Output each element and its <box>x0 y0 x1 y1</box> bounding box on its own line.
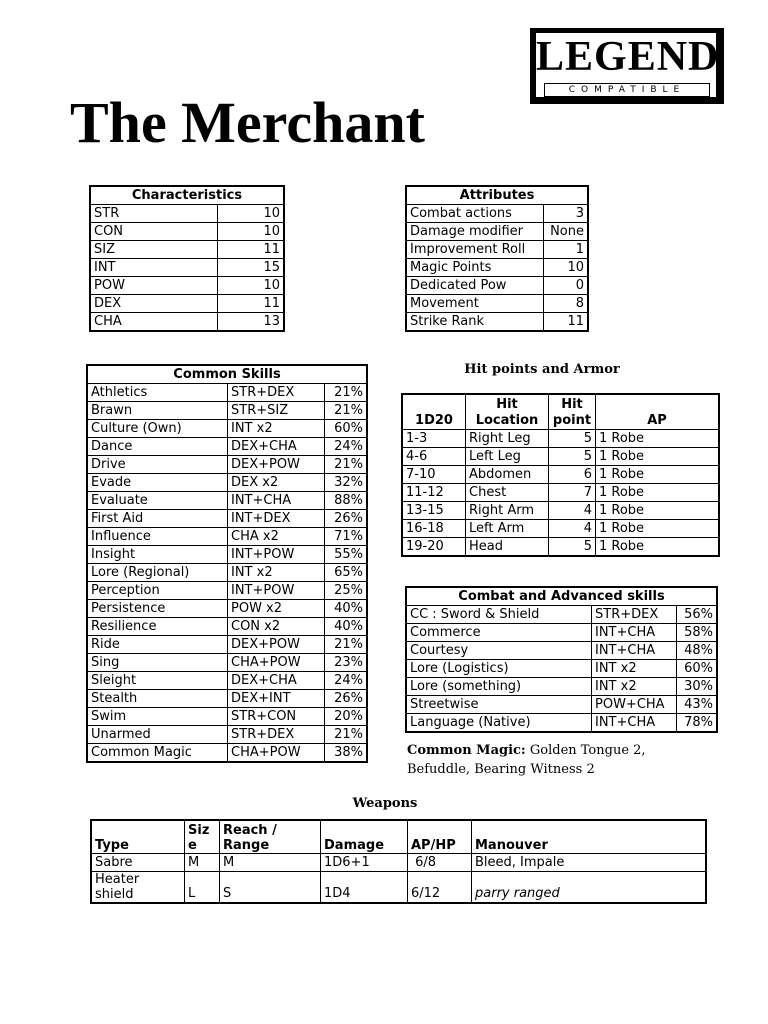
hp-armor: 1 Robe <box>596 502 720 520</box>
skill-formula: INT+CHA <box>228 492 325 510</box>
characteristic-name: STR <box>90 205 218 223</box>
attribute-name: Damage modifier <box>406 223 544 241</box>
skill-value: 20% <box>325 708 368 726</box>
combat-skill-name: Streetwise <box>406 696 592 714</box>
table-row <box>90 277 284 295</box>
skill-value: 40% <box>325 600 368 618</box>
table-row <box>87 474 367 492</box>
skill-name: Persistence <box>87 600 228 618</box>
skill-formula: INT+POW <box>228 546 325 564</box>
weapons-caption: Weapons <box>352 796 418 811</box>
skill-formula: DEX+CHA <box>228 438 325 456</box>
characteristic-name: INT <box>90 259 218 277</box>
skill-name: Perception <box>87 582 228 600</box>
table-row <box>402 430 719 448</box>
combat-skill-name: Lore (Logistics) <box>406 660 592 678</box>
characteristic-name: CON <box>90 223 218 241</box>
combat-skill-value: 43% <box>677 696 718 714</box>
table-row <box>406 624 717 642</box>
logo-subtitle: COMPATIBLE <box>544 83 710 97</box>
weapon-ap-hp: 6/8 <box>408 854 472 872</box>
skill-name: Common Magic <box>87 744 228 763</box>
skill-value: 38% <box>325 744 368 763</box>
weapons-table <box>90 819 707 904</box>
combat-skill-name: Language (Native) <box>406 714 592 733</box>
weapons-col-ap-hp: AP/HP <box>408 820 472 854</box>
table-row <box>90 313 284 332</box>
table-row <box>87 564 367 582</box>
common-skills-header: Common Skills <box>87 365 367 384</box>
combat-skill-formula: STR+DEX <box>592 606 677 624</box>
weapon-type: Sabre <box>91 854 185 872</box>
table-row <box>90 223 284 241</box>
hp-points: 5 <box>549 448 596 466</box>
hp-roll: 4-6 <box>402 448 466 466</box>
table-row <box>402 502 719 520</box>
skill-formula: STR+SIZ <box>228 402 325 420</box>
skill-value: 71% <box>325 528 368 546</box>
hit-points-caption: Hit points and Armor <box>464 362 620 377</box>
weapon-reach: S <box>220 872 321 904</box>
attribute-value: 1 <box>544 241 589 259</box>
hp-roll: 1-3 <box>402 430 466 448</box>
characteristic-value: 10 <box>218 277 285 295</box>
legend-compatible-logo <box>530 28 724 104</box>
weapon-damage: 1D4 <box>321 872 408 904</box>
table-row <box>406 295 588 313</box>
skill-formula: POW x2 <box>228 600 325 618</box>
skill-value: 24% <box>325 438 368 456</box>
skill-name: Athletics <box>87 384 228 402</box>
skill-formula: DEX+INT <box>228 690 325 708</box>
skill-value: 88% <box>325 492 368 510</box>
attribute-name: Magic Points <box>406 259 544 277</box>
hp-location: Chest <box>466 484 549 502</box>
table-row <box>87 726 367 744</box>
table-row <box>402 448 719 466</box>
hp-col-hit-point: Hit point <box>549 394 596 430</box>
characteristic-name: SIZ <box>90 241 218 259</box>
hp-armor: 1 Robe <box>596 466 720 484</box>
characteristic-value: 11 <box>218 295 285 313</box>
characteristics-header: Characteristics <box>90 186 284 205</box>
table-row <box>90 259 284 277</box>
table-row <box>90 295 284 313</box>
characteristic-value: 10 <box>218 205 285 223</box>
skill-value: 65% <box>325 564 368 582</box>
page-title: The Merchant <box>70 90 425 155</box>
table-row <box>87 546 367 564</box>
combat-skill-name: Lore (something) <box>406 678 592 696</box>
table-row <box>406 606 717 624</box>
weapon-size: M <box>185 854 220 872</box>
table-row <box>402 484 719 502</box>
hp-location: Left Arm <box>466 520 549 538</box>
weapon-size: L <box>185 872 220 904</box>
table-row <box>402 520 719 538</box>
table-row <box>87 618 367 636</box>
skill-value: 23% <box>325 654 368 672</box>
hp-armor: 1 Robe <box>596 448 720 466</box>
table-row <box>406 277 588 295</box>
hp-location: Abdomen <box>466 466 549 484</box>
hp-roll: 7-10 <box>402 466 466 484</box>
skill-value: 21% <box>325 402 368 420</box>
skill-value: 26% <box>325 690 368 708</box>
skill-name: Sleight <box>87 672 228 690</box>
weapons-col-reach: Reach / Range <box>220 820 321 854</box>
attribute-value: 3 <box>544 205 589 223</box>
skill-value: 32% <box>325 474 368 492</box>
table-row <box>406 714 717 733</box>
table-row <box>87 690 367 708</box>
hit-points-table <box>401 393 720 557</box>
combat-skill-formula: INT x2 <box>592 678 677 696</box>
skill-formula: CHA+POW <box>228 654 325 672</box>
hp-points: 5 <box>549 538 596 557</box>
skill-formula: STR+DEX <box>228 384 325 402</box>
table-row <box>87 420 367 438</box>
table-row <box>87 402 367 420</box>
weapon-manouver: parry ranged <box>472 872 707 904</box>
combat-skill-formula: INT+CHA <box>592 642 677 660</box>
table-row <box>406 678 717 696</box>
combat-skills-table <box>405 586 718 733</box>
hp-roll: 16-18 <box>402 520 466 538</box>
hp-location: Left Leg <box>466 448 549 466</box>
weapon-damage: 1D6+1 <box>321 854 408 872</box>
table-row <box>406 313 588 332</box>
attribute-value: 0 <box>544 277 589 295</box>
combat-skill-value: 58% <box>677 624 718 642</box>
table-row <box>406 205 588 223</box>
attributes-header: Attributes <box>406 186 588 205</box>
weapon-reach: M <box>220 854 321 872</box>
common-magic-line1: Golden Tongue 2, <box>529 743 646 758</box>
skill-name: Culture (Own) <box>87 420 228 438</box>
skill-formula: INT x2 <box>228 420 325 438</box>
hp-armor: 1 Robe <box>596 520 720 538</box>
hp-points: 5 <box>549 430 596 448</box>
table-row <box>87 636 367 654</box>
logo-word: LEGEND <box>536 34 720 80</box>
characteristic-value: 11 <box>218 241 285 259</box>
combat-skill-name: CC : Sword & Shield <box>406 606 592 624</box>
weapons-col-size: Size <box>185 820 220 854</box>
combat-skill-value: 78% <box>677 714 718 733</box>
skill-value: 21% <box>325 636 368 654</box>
skill-name: Sing <box>87 654 228 672</box>
hp-location: Head <box>466 538 549 557</box>
characteristic-name: CHA <box>90 313 218 332</box>
table-row <box>87 456 367 474</box>
weapons-col-type: Type <box>91 820 185 854</box>
skill-formula: DEX+CHA <box>228 672 325 690</box>
table-row <box>406 241 588 259</box>
characteristic-name: POW <box>90 277 218 295</box>
skill-name: Influence <box>87 528 228 546</box>
combat-skill-formula: INT x2 <box>592 660 677 678</box>
attribute-name: Movement <box>406 295 544 313</box>
table-row <box>402 538 719 557</box>
hp-col-location: Hit Location <box>466 394 549 430</box>
table-row <box>87 582 367 600</box>
table-row <box>406 259 588 277</box>
skill-formula: STR+DEX <box>228 726 325 744</box>
attribute-name: Strike Rank <box>406 313 544 332</box>
skill-name: Evade <box>87 474 228 492</box>
skill-name: First Aid <box>87 510 228 528</box>
skill-name: Drive <box>87 456 228 474</box>
skill-name: Resilience <box>87 618 228 636</box>
skill-formula: STR+CON <box>228 708 325 726</box>
hp-points: 6 <box>549 466 596 484</box>
hp-roll: 19-20 <box>402 538 466 557</box>
skill-formula: DEX+POW <box>228 456 325 474</box>
table-row <box>87 600 367 618</box>
attribute-name: Dedicated Pow <box>406 277 544 295</box>
table-row <box>87 744 367 763</box>
table-row <box>87 438 367 456</box>
skill-value: 21% <box>325 384 368 402</box>
skill-name: Evaluate <box>87 492 228 510</box>
combat-skill-formula: POW+CHA <box>592 696 677 714</box>
hp-armor: 1 Robe <box>596 538 720 557</box>
attribute-value: 11 <box>544 313 589 332</box>
characteristic-value: 15 <box>218 259 285 277</box>
hp-points: 4 <box>549 520 596 538</box>
table-row <box>87 654 367 672</box>
combat-skills-header: Combat and Advanced skills <box>406 587 717 606</box>
table-row <box>87 384 367 402</box>
skill-formula: CHA x2 <box>228 528 325 546</box>
common-magic-line2: Befuddle, Bearing Witness 2 <box>407 762 595 777</box>
skill-name: Dance <box>87 438 228 456</box>
hp-col-1d20: 1D20 <box>402 394 466 430</box>
hp-roll: 11-12 <box>402 484 466 502</box>
combat-skill-value: 60% <box>677 660 718 678</box>
table-row <box>402 466 719 484</box>
table-row <box>87 672 367 690</box>
table-row <box>90 241 284 259</box>
table-row <box>406 642 717 660</box>
combat-skill-value: 30% <box>677 678 718 696</box>
skill-formula: CHA+POW <box>228 744 325 763</box>
table-row <box>87 708 367 726</box>
skill-value: 21% <box>325 456 368 474</box>
skill-value: 21% <box>325 726 368 744</box>
attribute-value: 8 <box>544 295 589 313</box>
hp-points: 4 <box>549 502 596 520</box>
weapons-col-damage: Damage <box>321 820 408 854</box>
skill-value: 24% <box>325 672 368 690</box>
skill-value: 55% <box>325 546 368 564</box>
hp-col-ap: AP <box>596 394 720 430</box>
attribute-value: None <box>544 223 589 241</box>
characteristic-name: DEX <box>90 295 218 313</box>
skill-value: 60% <box>325 420 368 438</box>
characteristic-value: 10 <box>218 223 285 241</box>
hp-location: Right Leg <box>466 430 549 448</box>
hp-roll: 13-15 <box>402 502 466 520</box>
attribute-name: Improvement Roll <box>406 241 544 259</box>
table-row <box>91 854 706 872</box>
table-row <box>87 510 367 528</box>
table-row <box>406 696 717 714</box>
skill-formula: DEX x2 <box>228 474 325 492</box>
skill-value: 40% <box>325 618 368 636</box>
combat-skill-name: Courtesy <box>406 642 592 660</box>
weapon-manouver: Bleed, Impale <box>472 854 707 872</box>
skill-name: Ride <box>87 636 228 654</box>
attributes-table <box>405 185 589 332</box>
skill-formula: DEX+POW <box>228 636 325 654</box>
weapon-type: Heater shield <box>91 872 185 904</box>
skill-formula: INT+POW <box>228 582 325 600</box>
common-skills-table <box>86 364 368 763</box>
hp-points: 7 <box>549 484 596 502</box>
hp-armor: 1 Robe <box>596 484 720 502</box>
skill-name: Lore (Regional) <box>87 564 228 582</box>
skill-value: 25% <box>325 582 368 600</box>
combat-skill-formula: INT+CHA <box>592 714 677 733</box>
combat-skill-value: 48% <box>677 642 718 660</box>
weapons-col-manouver: Manouver <box>472 820 707 854</box>
table-row <box>87 528 367 546</box>
characteristics-table <box>89 185 285 332</box>
table-row <box>406 660 717 678</box>
skill-name: Brawn <box>87 402 228 420</box>
skill-formula: INT+DEX <box>228 510 325 528</box>
common-magic-label: Common Magic: <box>407 743 526 758</box>
common-magic-note <box>407 741 707 779</box>
table-row <box>91 872 706 904</box>
skill-name: Stealth <box>87 690 228 708</box>
weapon-ap-hp: 6/12 <box>408 872 472 904</box>
table-row <box>87 492 367 510</box>
combat-skill-name: Commerce <box>406 624 592 642</box>
hp-armor: 1 Robe <box>596 430 720 448</box>
skill-value: 26% <box>325 510 368 528</box>
skill-name: Insight <box>87 546 228 564</box>
table-row <box>90 205 284 223</box>
skill-name: Unarmed <box>87 726 228 744</box>
table-row <box>406 223 588 241</box>
skill-name: Swim <box>87 708 228 726</box>
attribute-name: Combat actions <box>406 205 544 223</box>
combat-skill-value: 56% <box>677 606 718 624</box>
characteristic-value: 13 <box>218 313 285 332</box>
skill-formula: INT x2 <box>228 564 325 582</box>
combat-skill-formula: INT+CHA <box>592 624 677 642</box>
hp-location: Right Arm <box>466 502 549 520</box>
attribute-value: 10 <box>544 259 589 277</box>
skill-formula: CON x2 <box>228 618 325 636</box>
